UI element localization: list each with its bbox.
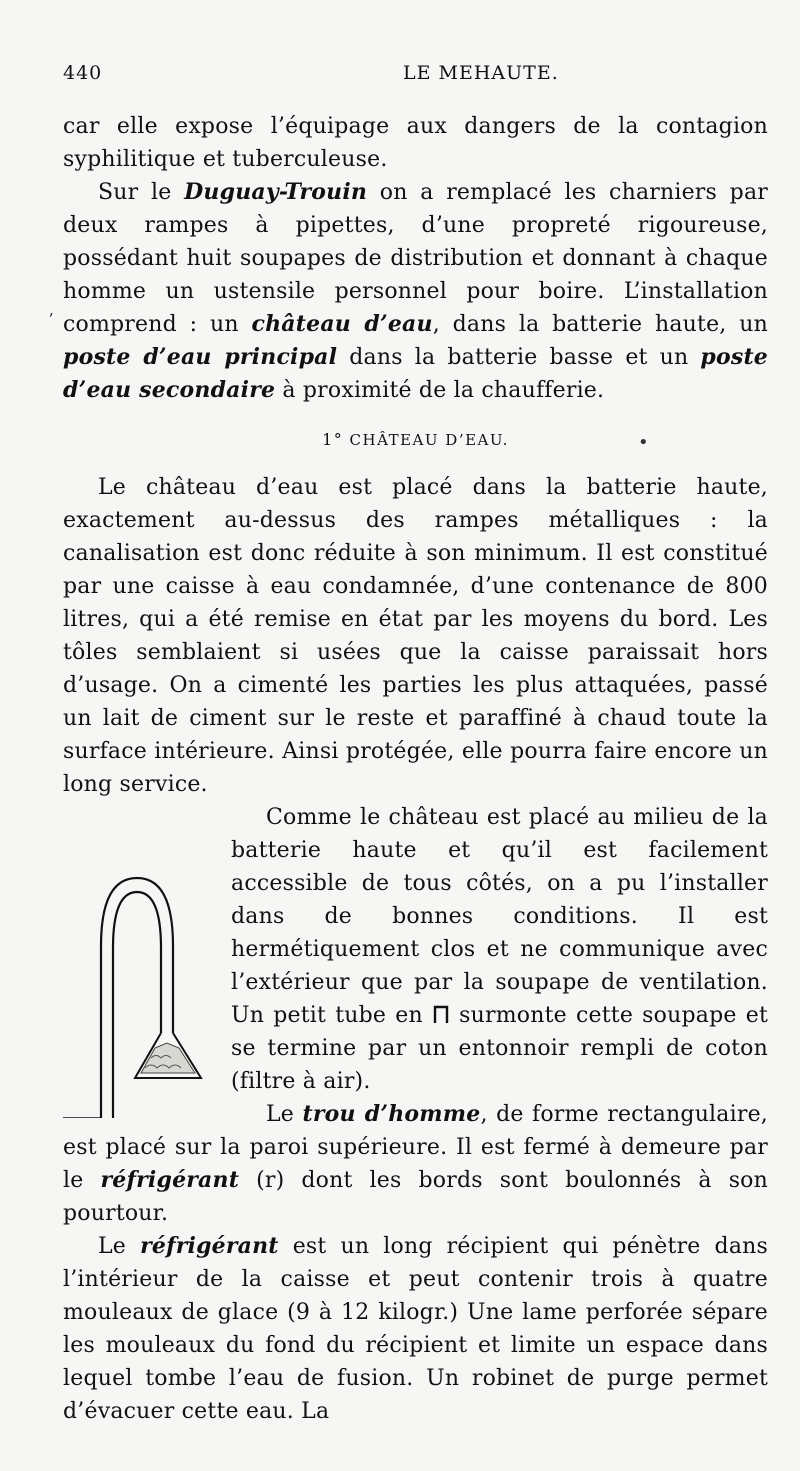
term-refrigerant-2: réfrigérant [140,1233,279,1259]
text-run: , dans la batterie haute, un [432,312,768,337]
page-number: 440 [63,62,103,84]
text-run: à proximité de la chaufferie. [275,378,605,403]
term-poste-secondaire: poste d’eau secondaire [63,344,769,403]
body-text [63,110,768,1428]
tube-symbol-icon [432,1004,450,1024]
text-run: Sur le [98,180,185,205]
paragraph-6 [63,1230,768,1428]
paragraph-2 [63,176,768,407]
term-chateau-deau: château d’eau [251,311,433,337]
section-number: 1° [322,430,344,449]
paragraph-1: car elle expose l’équipage aux dangers de la contagion syphilitique et tuberculeuse. [63,114,768,172]
text-run: on a remplacé les charniers par deux rampes à pipettes, d’une propreté rigoureuse, possédant huit soupapes de distribution et donnant à chaque homme un ustensile personnel pour boire. L’installation comprend : un [63,180,768,337]
paragraph-3: Le château d’eau est placé dans la batterie haute, exactement au-dessus des rampes métalliques : la canalisation est donc réduite à son minimum. Il est constitué par une caisse à eau condamnée, d’une contenance de 800 litres, qui a été remise en état par les moyens du bord. Les tôles semblaient si usées que la caisse paraissait hors d’usage. On a cimenté les parties les plus attaquées, passé un lait de ciment sur le reste et paraffiné à chaud toute la surface intérieure. Ainsi protégée, elle pourra faire encore un long service. [63,475,768,797]
stray-dot: • [638,432,649,453]
term-refrigerant: réfrigérant [100,1167,240,1193]
text-run: dans la batterie basse et un [337,345,701,370]
term-trou-dhomme: trou d’homme [302,1101,481,1127]
air-filter-tube-diagram-icon [63,868,213,1118]
text-run: Le [266,1102,303,1127]
term-poste-principal: poste d’eau principal [63,344,338,370]
text-run: Le [98,1234,141,1259]
ship-name: Duguay-Trouin [184,179,368,205]
section-title: CHÂTEAU D’EAU. [349,431,509,449]
filter-tube-figure [63,868,223,1118]
text-run: Comme le château est placé au milieu de la batterie haute et qu’il est facilement accessible de tous côtés, on a pu l’installer dans de bonnes conditions. Il est hermétiquement clos et ne communique avec l’extérieur que par la soupape de ventilation. Un petit tube en [231,805,768,1028]
text-run: , de forme rectangulaire, est placé sur la paroi supérieure. Il est fermé à demeure par le [63,1102,768,1193]
text-run: surmonte cette soupape et se termine par un entonnoir rempli de coton (filtre à air). [231,1003,768,1094]
section-heading [63,429,768,451]
text-run: (r) dont les bords sont boulonnés à son pourtour. [63,1168,768,1226]
text-run: est un long récipient qui pénètre dans l’intérieur de la caisse et peut contenir trois à quatre mouleaux de glace (9 à 12 kilogr.) Une lame perforée sépare les mouleaux du fond du récipient et limite un espace dans lequel tombe l’eau de fusion. Un robinet de purge permet d’évacuer cette eau. La [63,1234,768,1424]
paragraph-4 [63,801,768,1098]
margin-mark: ʼ [48,310,54,329]
running-title: LE MEHAUTE. [403,62,559,84]
